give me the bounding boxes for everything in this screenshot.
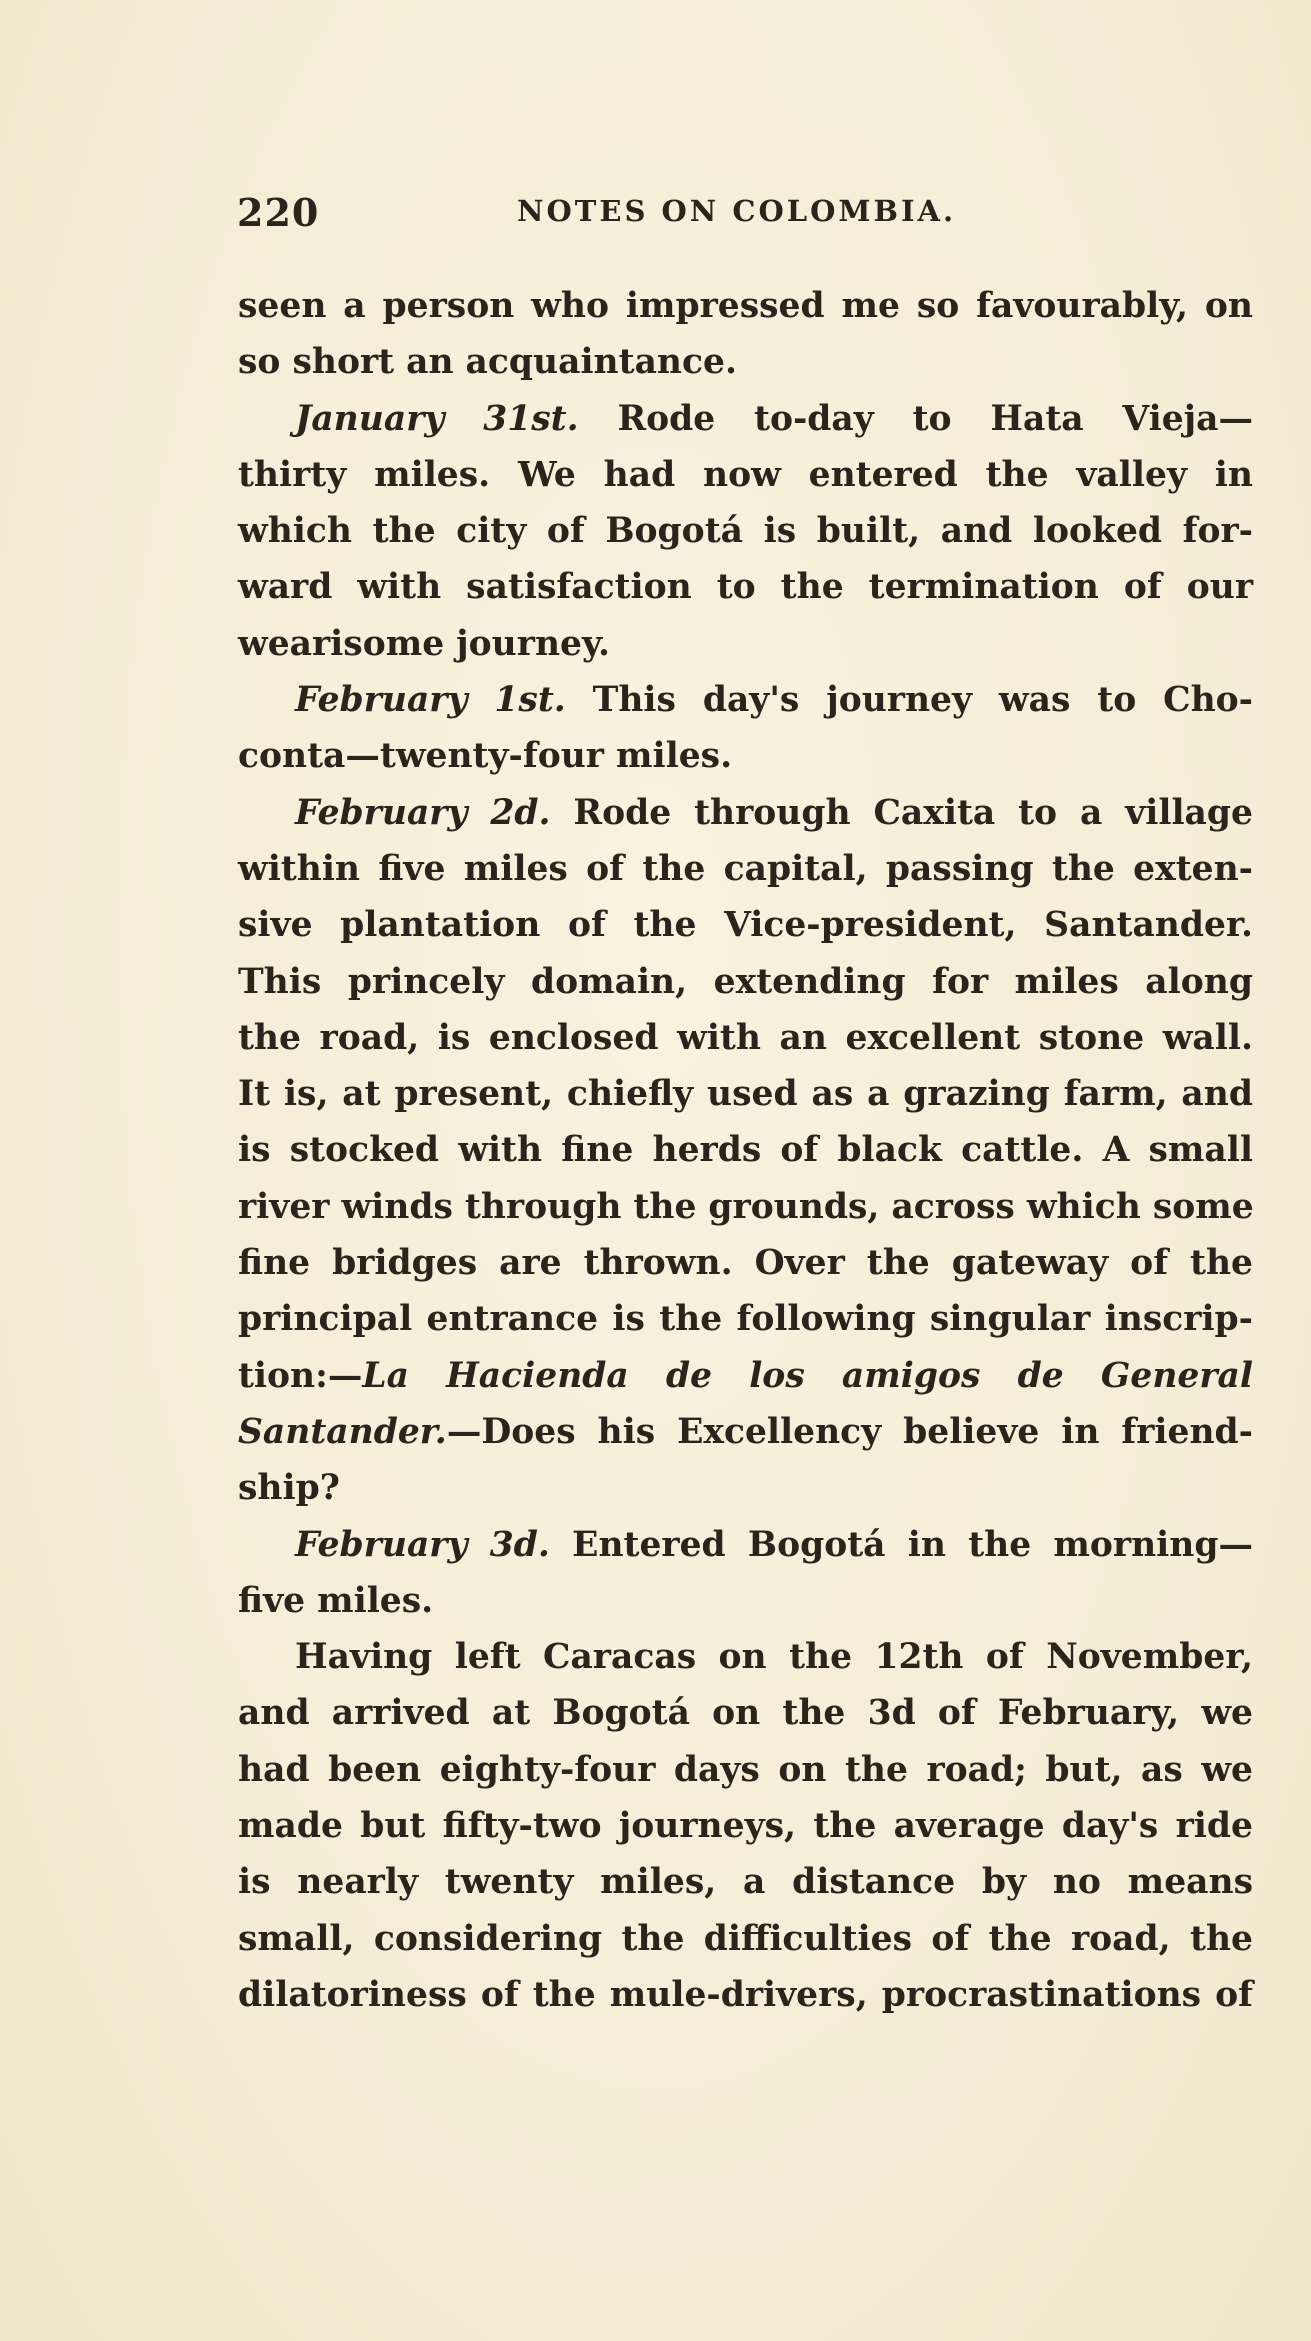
text-line [238, 1460, 1253, 1516]
text-segment: principal entrance is the following singular inscrip- [238, 1299, 1253, 1340]
text-line [238, 897, 1253, 953]
text-line [238, 1798, 1253, 1854]
text-segment: ship? [238, 1468, 340, 1509]
text-segment: five miles. [238, 1580, 434, 1621]
text-line [238, 1854, 1253, 1910]
text-line [238, 559, 1253, 615]
text-line [238, 1967, 1253, 2023]
text-segment: This day's journey was to Cho- [565, 680, 1253, 721]
text-line [238, 954, 1253, 1010]
body-text [238, 278, 1253, 2023]
text-line [238, 1348, 1253, 1404]
text-segment: the road, is enclosed with an excellent stone wall. [238, 1017, 1253, 1058]
text-line [238, 391, 1253, 447]
text-segment: which the city of Bogotá is built, and looked for- [238, 511, 1253, 552]
text-segment: Having left Caracas on the 12th of November, [295, 1637, 1253, 1678]
text-line [238, 1066, 1253, 1122]
text-segment: made but fifty-two journeys, the average day's ride [238, 1806, 1253, 1847]
text-segment: so short an acquaintance. [238, 342, 737, 383]
text-segment: sive plantation of the Vice-president, Santander. [238, 905, 1253, 946]
text-line [238, 503, 1253, 559]
running-head: NOTES ON COLOMBIA. [517, 194, 957, 228]
text-line [238, 1742, 1253, 1798]
text-segment: This princely domain, extending for miles along [238, 961, 1253, 1002]
text-line [238, 278, 1253, 334]
text-line [238, 841, 1253, 897]
text-line [238, 447, 1253, 503]
text-segment: Rode to-day to Hata Vieja— [578, 398, 1253, 439]
text-segment: is nearly twenty miles, a distance by no means [238, 1862, 1253, 1903]
text-segment: wearisome journey. [238, 623, 611, 664]
italic-text: January 31st. [295, 398, 579, 439]
text-line [238, 1404, 1253, 1460]
text-line [238, 1010, 1253, 1066]
text-line [238, 1517, 1253, 1573]
text-segment: It is, at present, chiefly used as a grazing farm, and [238, 1074, 1253, 1115]
italic-text: February 2d. [295, 792, 551, 833]
text-line [238, 334, 1253, 390]
text-segment: —Does his Excellency believe in friend- [446, 1411, 1253, 1452]
text-line [238, 1685, 1253, 1741]
text-segment: tion:— [238, 1355, 363, 1396]
text-segment: Entered Bogotá in the morning— [549, 1524, 1253, 1565]
text-line [238, 1291, 1253, 1347]
text-segment: had been eighty-four days on the road; but, as we [238, 1749, 1253, 1790]
text-line [238, 616, 1253, 672]
text-segment: is stocked with fine herds of black cattle. A small [238, 1130, 1253, 1171]
text-segment: river winds through the grounds, across which some [238, 1186, 1254, 1227]
page-number: 220 [237, 190, 320, 235]
text-segment: within five miles of the capital, passing the exten- [238, 848, 1253, 889]
text-line [238, 1179, 1253, 1235]
text-segment: thirty miles. We had now entered the valley in [238, 454, 1253, 495]
text-segment: Rode through Caxita to a village [550, 792, 1253, 833]
text-segment: small, considering the difficulties of the road, the [238, 1918, 1253, 1959]
text-segment: conta—twenty-four miles. [238, 736, 733, 777]
text-line [238, 1629, 1253, 1685]
italic-text: February 1st. [295, 680, 566, 721]
italic-text: February 3d. [295, 1524, 550, 1565]
page-header [237, 190, 1252, 240]
text-segment: seen a person who impressed me so favourably, on [238, 286, 1253, 326]
text-line [238, 785, 1253, 841]
text-segment: dilatoriness of the mule-drivers, procrastinations of [238, 1974, 1253, 2015]
text-line [238, 1573, 1253, 1629]
text-line [238, 1911, 1253, 1967]
text-line [238, 728, 1253, 784]
text-segment: ward with satisfaction to the termination of our [238, 567, 1253, 608]
italic-text: Santander. [238, 1411, 447, 1452]
text-segment: and arrived at Bogotá on the 3d of February, we [238, 1693, 1253, 1734]
text-line [238, 672, 1253, 728]
italic-text: La Hacienda de los amigos de General [362, 1355, 1253, 1396]
text-line [238, 1122, 1253, 1178]
text-line [238, 1235, 1253, 1291]
text-segment: fine bridges are thrown. Over the gateway of the [238, 1243, 1253, 1284]
